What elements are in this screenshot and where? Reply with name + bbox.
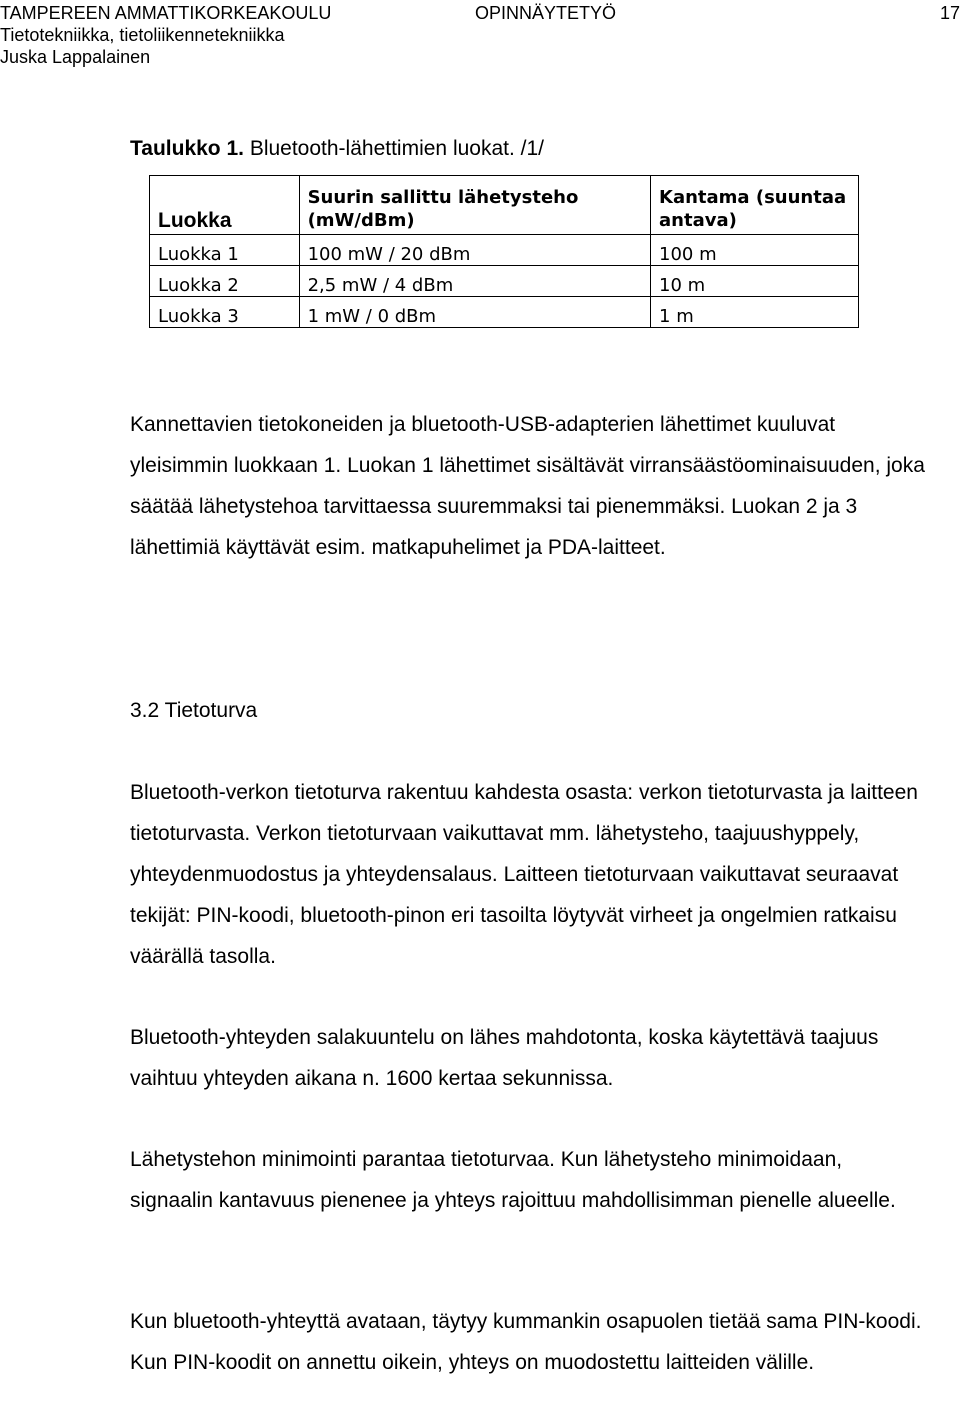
author: Juska Lappalainen xyxy=(0,47,151,67)
table-cell: 1 m xyxy=(651,297,859,328)
table-cell: 10 m xyxy=(651,266,859,297)
table-header-cell: Kantama (suuntaa antava) xyxy=(651,176,859,235)
table-cell: 2,5 mW / 4 dBm xyxy=(299,266,650,297)
bluetooth-class-table xyxy=(149,175,859,328)
table-cell: 100 m xyxy=(651,235,859,266)
table-cell: 1 mW / 0 dBm xyxy=(299,297,650,328)
department: Tietotekniikka, tietoliikennetekniikka xyxy=(0,25,285,45)
paragraph-security-overview: Bluetooth-verkon tietoturva rakentuu kahdesta osasta: verkon tietoturvasta ja laitteen tietoturvasta. Verkon tietoturvaan vaikuttavat mm. lähetysteho, taajuushyppely, yhteydenmuodostus ja yhteydensalaus. Laitteen tietoturvaan vaikuttavat seuraavat tekijät: PIN-koodi, bluetooth-pinon eri tasoilta löytyvät virheet ja ongelmien ratkaisu väärällä tasolla. xyxy=(130,781,918,968)
table-cell: 100 mW / 20 dBm xyxy=(299,235,650,266)
school-name: TAMPEREEN AMMATTIKORKEAKOULU xyxy=(0,3,332,23)
table-row xyxy=(150,297,859,328)
table-row xyxy=(150,235,859,266)
table-caption-text: Bluetooth-lähettimien luokat. /1/ xyxy=(243,137,544,160)
document-type: OPINNÄYTETYÖ xyxy=(475,3,617,23)
table-cell: Luokka 3 xyxy=(150,297,300,328)
page-number: 17 xyxy=(939,3,960,23)
table-row xyxy=(150,266,859,297)
table-caption xyxy=(130,136,544,162)
table-cell: Luokka 1 xyxy=(150,235,300,266)
table-caption-label: Taulukko 1. xyxy=(130,137,244,160)
page-header xyxy=(0,2,960,68)
paragraph-bluetooth-classes: Kannettavien tietokoneiden ja bluetooth-USB-adapterien lähettimet kuuluvat yleisimmin luokkaan 1. Luokan 1 lähettimet sisältävät virransäästöominaisuuden, joka säätää lähetystehoa tarvittaessa suuremmaksi tai pienemmäksi. Luokan 2 ja 3 lähettimiä käyttävät esim. matkapuhelimet ja PDA-laitteet. xyxy=(130,413,925,559)
table-header-row xyxy=(150,176,859,235)
table-header-cell: Suurin sallittu lähetysteho (mW/dBm) xyxy=(299,176,650,235)
table-cell: Luokka 2 xyxy=(150,266,300,297)
paragraph-transmit-power: Lähetystehon minimointi parantaa tietoturvaa. Kun lähetysteho minimoidaan, signaalin kantavuus pienenee ja yhteys rajoittuu mahdollisimman pienelle alueelle. xyxy=(130,1148,896,1212)
table-header-cell: Luokka xyxy=(150,176,300,235)
paragraph-eavesdropping: Bluetooth-yhteyden salakuuntelu on lähes mahdotonta, koska käytettävä taajuus vaihtuu yhteyden aikana n. 1600 kertaa sekunnissa. xyxy=(130,1026,879,1090)
paragraph-pin-code: Kun bluetooth-yhteyttä avataan, täytyy kummankin osapuolen tietää sama PIN-koodi. Kun PIN-koodit on annettu oikein, yhteys on muodostettu laitteiden välille. xyxy=(130,1310,922,1374)
section-title: 3.2 Tietoturva xyxy=(130,699,258,722)
